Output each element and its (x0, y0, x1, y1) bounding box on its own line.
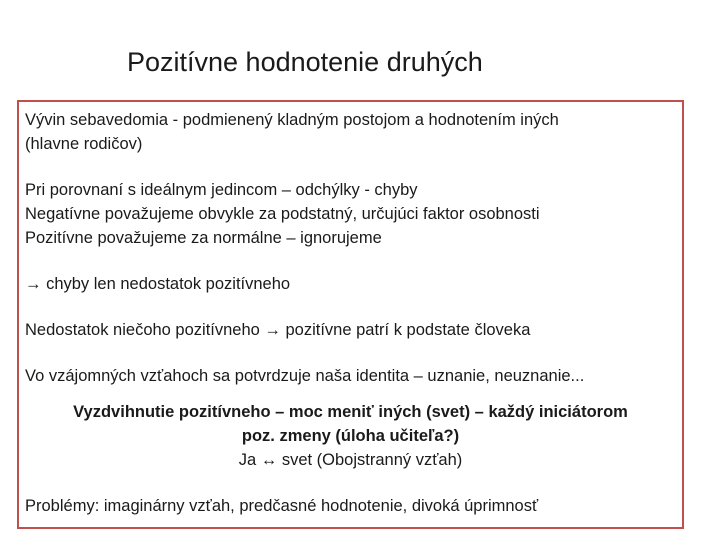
paragraph-line: (hlavne rodičov) (25, 135, 143, 153)
spacer (25, 250, 682, 272)
spacer (25, 388, 682, 400)
content-box (17, 100, 684, 529)
paragraph-line: Problémy: imaginárny vzťah, predčasné hodnotenie, divoká úprimnosť (25, 497, 539, 515)
spacer (25, 342, 682, 364)
highlight-line: Vyzdvihnutie pozitívneho – moc meniť iných (svet) – každý iniciátorom (73, 403, 628, 421)
paragraph-line: Vo vzájomných vzťahoch sa potvrdzuje naša identita – uznanie, neuznanie... (25, 367, 585, 385)
paragraph-line: → chyby len nedostatok pozitívneho (25, 275, 291, 293)
paragraph-line: Pri porovnaní s ideálnym jedincom – odchýlky - chyby (25, 181, 418, 199)
spacer (25, 472, 682, 494)
paragraph-line: Vývin sebavedomia - podmienený kladným postojom a hodnotením iných (25, 111, 559, 129)
spacer (25, 296, 682, 318)
page-title: Pozitívne hodnotenie druhých (127, 47, 483, 77)
highlight-line: poz. zmeny (úloha učiteľa?) (241, 427, 460, 445)
spacer (25, 156, 682, 178)
paragraph-line: Nedostatok niečoho pozitívneho → pozitívne patrí k podstate človeka (25, 321, 531, 339)
paragraph-line: Negatívne považujeme obvykle za podstatný, určujúci faktor osobnosti (25, 205, 540, 223)
highlight-line: Ja ↔ svet (Obojstranný vzťah) (238, 451, 463, 469)
paragraph-line: Pozitívne považujeme za normálne – ignorujeme (25, 229, 382, 247)
